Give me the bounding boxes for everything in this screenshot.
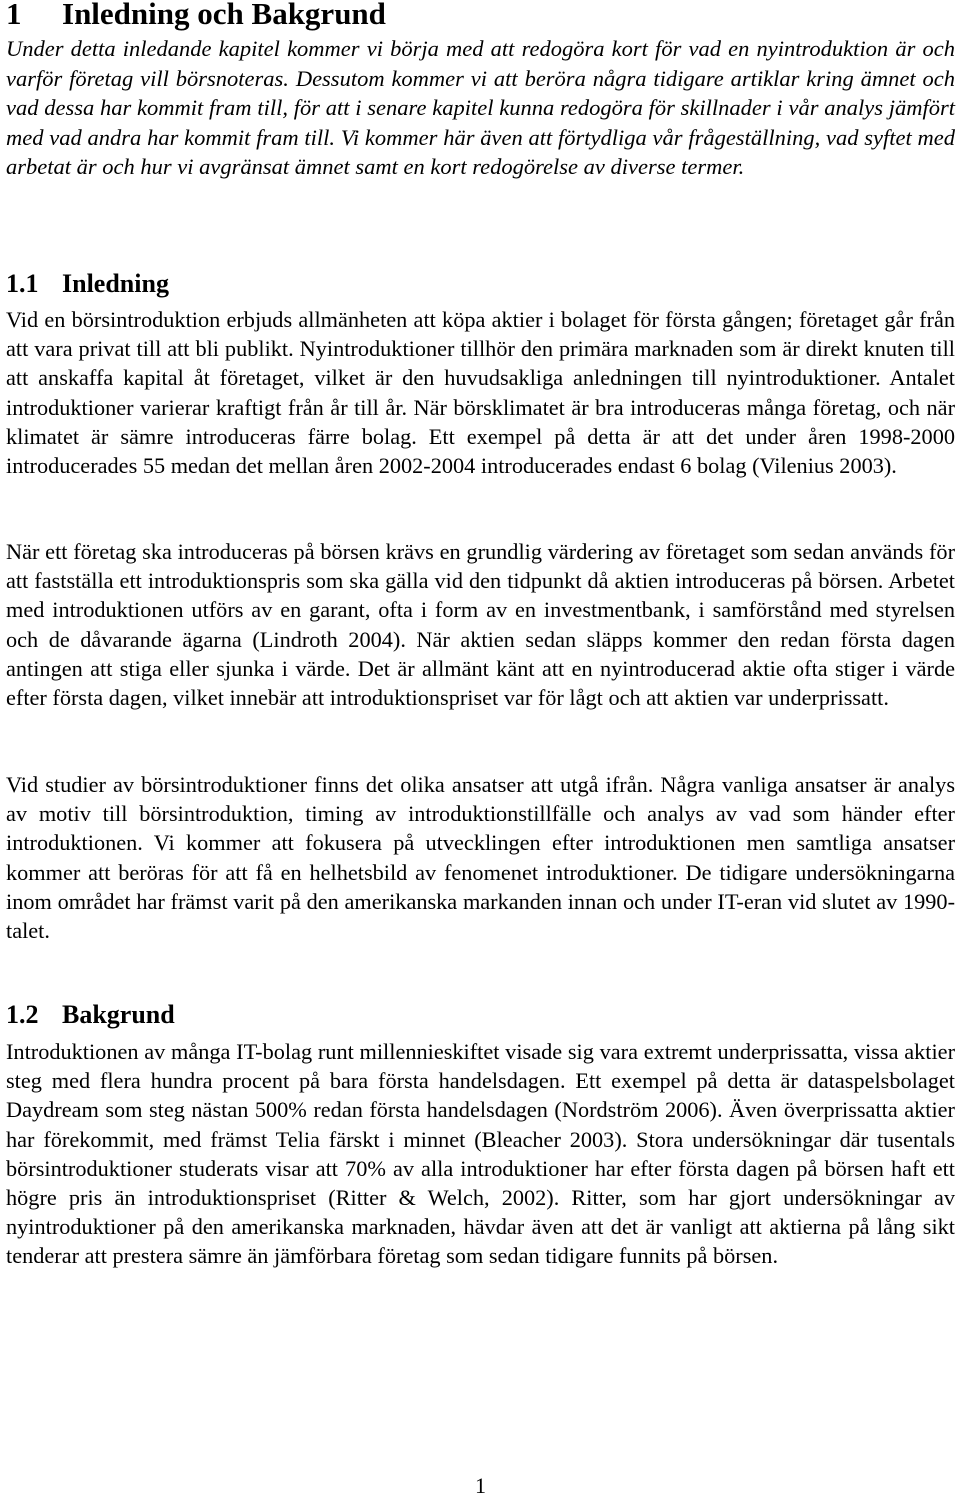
paragraph: När ett företag ska introduceras på börsen krävs en grundlig värdering av företaget som sedan används för att fastställa ett introduktionspris som ska gälla vid den tidpunkt då aktien introduceras på börsen. Arbetet med introduktionen utförs av en garant, ofta i form av en investmentbank, i samförstånd med styrelsen och de dåvarande ägarna (Lindroth 2004). När aktien sedan släpps kommer den redan första dagen antingen att stiga eller sjunka i värde. Det är allmänt känt att en nyintroducerad aktie ofta stiger i värde efter första dagen, vilket innebär att introduktionspriset var för lågt och att aktien var underprissatt. (6, 539, 955, 711)
section-title: Inledning (62, 269, 169, 298)
section-title: Bakgrund (62, 1000, 175, 1029)
section-number: 1.2 (6, 1000, 39, 1029)
paragraph: Vid en börsintroduktion erbjuds allmänheten att köpa aktier i bolaget för första gången; företaget går från att vara privat till att bli publikt. Nyintroduktioner tillhör den primära marknaden som är direkt knuten till att anskaffa kapital åt företaget, vilket är den huvudsakliga anledningen till nyintroduktioner. Antalet introduktioner varierar kraftigt från år till år. När börsklimatet är bra introduceras många företag, och när klimatet är sämre introduceras färre bolag. Ett exempel på detta är att det under åren 1998-2000 introducerades 55 medan det mellan åren 2002-2004 introducerades endast 6 bolag (Vilenius 2003). (6, 307, 955, 479)
chapter-intro: Under detta inledande kapitel kommer vi börja med att redogöra kort för vad en nyintroduktion är och varför företag vill börsnoteras. Dessutom kommer vi att beröra några tidigare artiklar kring ämnet och vad dessa har kommit fram till, för att i senare kapitel kunna redogöra för skillnader i vår analys jämfört med vad andra har kommit fram till. Vi kommer här även att förtydliga vår frågeställning, vad syftet med arbetat är och hur vi avgränsat ämnet samt en kort redogörelse av diverse termer. (6, 36, 955, 179)
chapter-number: 1 (6, 0, 22, 31)
section-number: 1.1 (6, 269, 39, 298)
page-number: 1 (475, 1473, 486, 1498)
paragraph: Introduktionen av många IT-bolag runt millennieskiftet visade sig vara extremt underprissatta, vissa aktier steg med flera hundra procent på bara första handelsdagen. Ett exempel på detta är dataspelsbolaget Daydream som steg nästan 500% redan första handelsdagen (Nordström 2006). Även överprissatta aktier har förekommit, med främst Telia färskt i minnet (Bleacher 2003). Stora undersökningar där tusentals börsintroduktioner studerats visar att 70% av alla introduktioner har efter första dagen på börsen haft ett högre pris än introduktionspriset (Ritter & Welch, 2002). Ritter, som har gjort undersökningar av nyintroduktioner på den amerikanska marknaden, hävdar även att det är vanligt att aktierna på lång sikt tenderar att prestera sämre än jämförbara företag som sedan tidigare funnits på börsen. (6, 1039, 955, 1269)
section-heading-bakgrund (6, 998, 175, 1032)
chapter-title: Inledning och Bakgrund (62, 0, 386, 31)
section-heading-inledning (6, 267, 169, 301)
chapter-heading (6, 0, 386, 34)
paragraph: Vid studier av börsintroduktioner finns det olika ansatser att utgå ifrån. Några vanliga ansatser är analys av motiv till börsintroduktion, timing av introduktionstillfälle och analys av vad som händer efter introduktionen. Vi kommer att fokusera på utvecklingen efter introduktionen men samtliga ansatser kommer att beröras för att få en helhetsbild av fenomenet introduktioner. De tidigare undersökningarna inom området har främst varit på den amerikanska markanden innan och under IT-eran vid slutet av 1990-talet. (6, 772, 955, 944)
